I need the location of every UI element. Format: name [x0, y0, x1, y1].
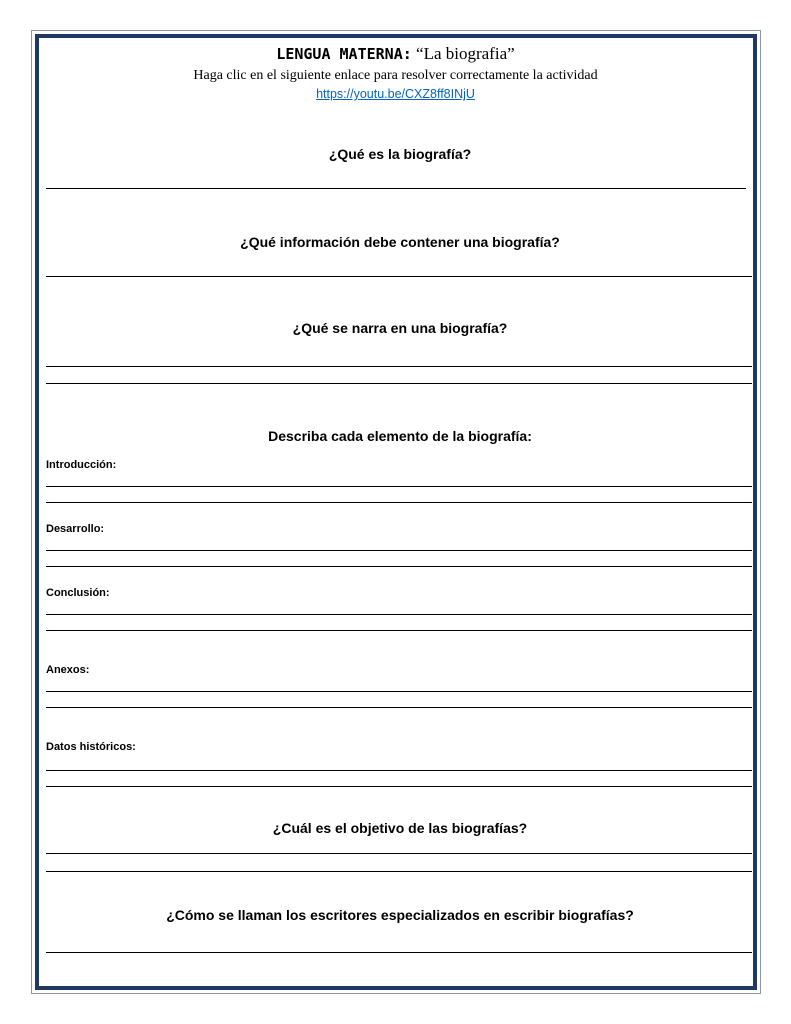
answer-line[interactable]	[46, 630, 752, 631]
answer-line[interactable]	[46, 707, 752, 708]
answer-line[interactable]	[46, 486, 752, 487]
question-what-info: ¿Qué información debe contener una biografía?	[240, 234, 560, 250]
label-introduccion: Introducción:	[46, 459, 117, 471]
answer-line[interactable]	[46, 502, 752, 503]
question-what-is-biography: ¿Qué es la biografía?	[328, 146, 472, 162]
answer-line[interactable]	[46, 383, 752, 384]
question-objective: ¿Cuál es el objetivo de las biografías?	[272, 820, 528, 836]
worksheet-title	[0, 44, 791, 65]
answer-line[interactable]	[46, 770, 752, 771]
answer-line[interactable]	[46, 366, 752, 367]
label-datos-historicos: Datos históricos:	[46, 741, 136, 753]
question-describe-elements: Describa cada elemento de la biografía:	[268, 428, 532, 444]
label-desarrollo: Desarrollo:	[46, 523, 105, 535]
page-inner-border	[35, 34, 757, 990]
answer-line[interactable]	[46, 871, 752, 872]
answer-line[interactable]	[46, 614, 752, 615]
answer-line[interactable]	[46, 853, 752, 854]
answer-line[interactable]	[46, 188, 746, 189]
answer-line[interactable]	[46, 786, 752, 787]
question-what-narrated: ¿Qué se narra en una biografía?	[292, 320, 508, 336]
topic-label: “La biografia”	[411, 44, 515, 63]
label-anexos: Anexos:	[46, 664, 90, 676]
answer-line[interactable]	[46, 276, 752, 277]
answer-line[interactable]	[46, 952, 752, 953]
answer-line[interactable]	[46, 566, 752, 567]
instruction-text: Haga clic en el siguiente enlace para resolver correctamente la actividad	[193, 68, 598, 83]
subject-label: LENGUA MATERNA:	[276, 45, 412, 63]
question-biographers: ¿Cómo se llaman los escritores especializados en escribir biografías?	[166, 907, 634, 923]
answer-line[interactable]	[46, 550, 752, 551]
answer-line[interactable]	[46, 691, 752, 692]
label-conclusion: Conclusión:	[46, 587, 110, 599]
video-link[interactable]: https://youtu.be/CXZ8ff8INjU	[316, 87, 475, 101]
